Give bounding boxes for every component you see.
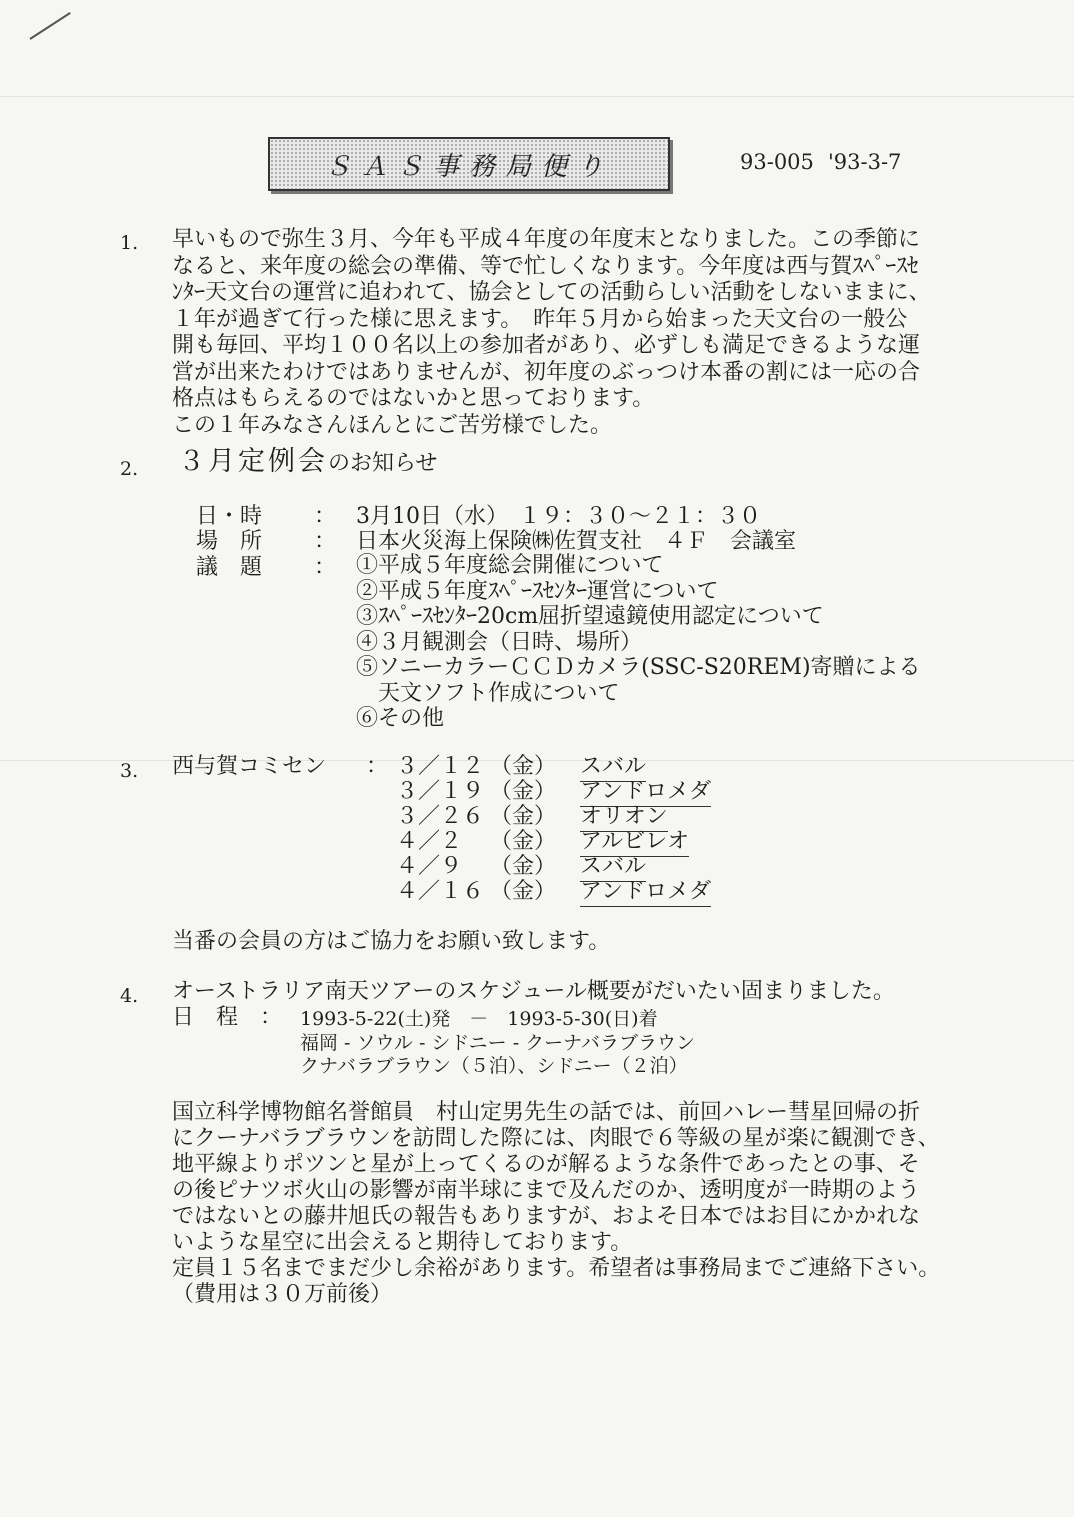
schedule-day: （金） (490, 854, 557, 879)
place-value: 日本火災海上保険㈱佐賀支社 ４Ｆ 会議室 (356, 529, 797, 554)
text-line: ではないとの藤井旭氏の報告もありますが、およそ日本ではお目にかかれな (172, 1204, 921, 1229)
tour-route: 福岡 - ソウル - シドニー - クーナバラブラウン (300, 1032, 696, 1054)
datetime-value: 3月10日（水） １９：３０～２１：３０ (356, 504, 761, 529)
text-line: 格点はもらえるのではないかと思っております。 (172, 386, 655, 411)
text-line: この１年みなさんほんとにご苦労様でした。 (172, 412, 613, 438)
agenda-item: 天文ソフト作成について (356, 680, 620, 706)
schedule-date: ４／２ (396, 829, 463, 854)
section-2-number: 2. (120, 458, 139, 480)
schedule-group: アンドロメダ (580, 779, 711, 807)
agenda-item: ②平成５年度ｽﾍﾟｰｽｾﾝﾀｰ運営について (356, 578, 719, 604)
tour-dates: 1993-5-22(土)発 － 1993-5-30(日)着 (300, 1008, 658, 1030)
text-line: なると、来年度の総会の準備、等で忙しくなります。今年度は西与賀ｽﾍﾟｰｽｾ (172, 253, 919, 279)
datetime-label: 日・時 (196, 504, 263, 529)
agenda-item: ④３月観測会（日時、場所） (356, 629, 643, 655)
colon: ： (314, 504, 337, 529)
page-title: ＳＡＳ事務局便り (324, 151, 613, 182)
schedule-date: ４／９ (396, 854, 463, 879)
section-1-number: 1. (120, 232, 139, 254)
schedule-day: （金） (490, 779, 557, 804)
schedule-date: ３／１２ (396, 754, 485, 779)
text-line: いような星空に出会えると期待しております。 (172, 1230, 633, 1255)
section-4-number: 4. (120, 985, 139, 1007)
document-number: 93-005 (740, 150, 814, 174)
tour-stays: クナバラブラウン（５泊）、シドニー（２泊） (300, 1055, 688, 1077)
section-1-paragraph (172, 227, 931, 439)
text-line: １年が過ぎて行った様に思えます。 昨年５月から始まった天文台の一般公 (172, 306, 908, 332)
text-line: にクーナバラブラウンを訪問した際には、肉眼で６等級の星が楽に観測でき、 (172, 1126, 940, 1151)
schedule-group: スバル (580, 754, 646, 782)
duty-note: 当番の会員の方はご協力をお願い致します。 (172, 929, 611, 954)
text-line: 営が出来たわけではありませんが、初年度のぶっつけ本番の割には一応の合 (172, 359, 921, 385)
meeting-title: ３月定例会 (178, 446, 328, 477)
venue-label: 西与賀コミセン (172, 754, 327, 779)
schedule-group: アルビレオ (580, 829, 689, 857)
agenda-item: ①平成５年度総会開催について (356, 553, 664, 578)
schedule-date: ４／１６ (396, 879, 485, 904)
section-3-number: 3. (120, 760, 139, 782)
schedule-day: （金） (490, 879, 557, 904)
colon: ： (314, 529, 337, 554)
text-line: 早いもので弥生３月、今年も平成４年度の年度末となりました。この季節に (172, 227, 921, 252)
paper-fold-line (0, 96, 1074, 97)
document-date: '93-3-7 (828, 150, 902, 174)
colon: ： (366, 754, 389, 779)
section-4-paragraph (172, 1100, 940, 1308)
agenda-item: ⑤ソニーカラーＣＣＤカメラ(SSC-S20REM)寄贈による (356, 655, 921, 680)
place-label: 場 所 (196, 529, 263, 554)
section-2-heading (178, 446, 438, 477)
text-line: 地平線よりポツンと星が上ってくるのが解るような条件であったとの事、そ (172, 1152, 920, 1177)
schedule-day: （金） (490, 804, 557, 829)
schedule-date: ３／２６ (396, 804, 485, 829)
text-line: ﾝﾀｰ天文台の運営に追われて、協会としての活動らしい活動をしないままに、 (172, 280, 931, 305)
agenda-item: ③ｽﾍﾟｰｽｾﾝﾀｰ20cm屈折望遠鏡使用認定について (356, 604, 824, 629)
schedule-group: アンドロメダ (580, 879, 711, 907)
title-box (268, 137, 670, 191)
schedule-group: オリオン (580, 804, 668, 832)
schedule-day: （金） (490, 754, 557, 779)
text-line: 定員１５名までまだ少し余裕があります。希望者は事務局までご連絡下さい。 (172, 1256, 941, 1281)
agenda-item: ⑥その他 (356, 706, 445, 731)
schedule-group: スバル (580, 854, 646, 882)
text-line: 国立科学博物館名誉館員 村山定男先生の話では、前回ハレー彗星回帰の折 (172, 1100, 921, 1125)
meeting-title-suffix: のお知らせ (328, 451, 438, 476)
text-line: 開も毎回、平均１００名以上の参加者があり、必ずしも満足できるような運 (172, 333, 921, 358)
pen-mark (29, 12, 70, 40)
schedule-day: （金） (490, 829, 557, 854)
text-line: の後ピナツボ火山の影響が南半球にまで及んだのか、透明度が一時期のよう (172, 1178, 920, 1203)
tour-schedule-label: 日 程 ： (172, 1005, 283, 1030)
schedule-date: ３／１９ (396, 779, 485, 804)
tour-intro: オーストラリア南天ツアーのスケジュール概要がだいたい固まりました。 (172, 979, 895, 1004)
colon: ： (314, 555, 337, 580)
agenda-list (356, 553, 921, 732)
text-line: （費用は３０万前後） (172, 1282, 393, 1307)
agenda-label: 議 題 (196, 555, 263, 580)
